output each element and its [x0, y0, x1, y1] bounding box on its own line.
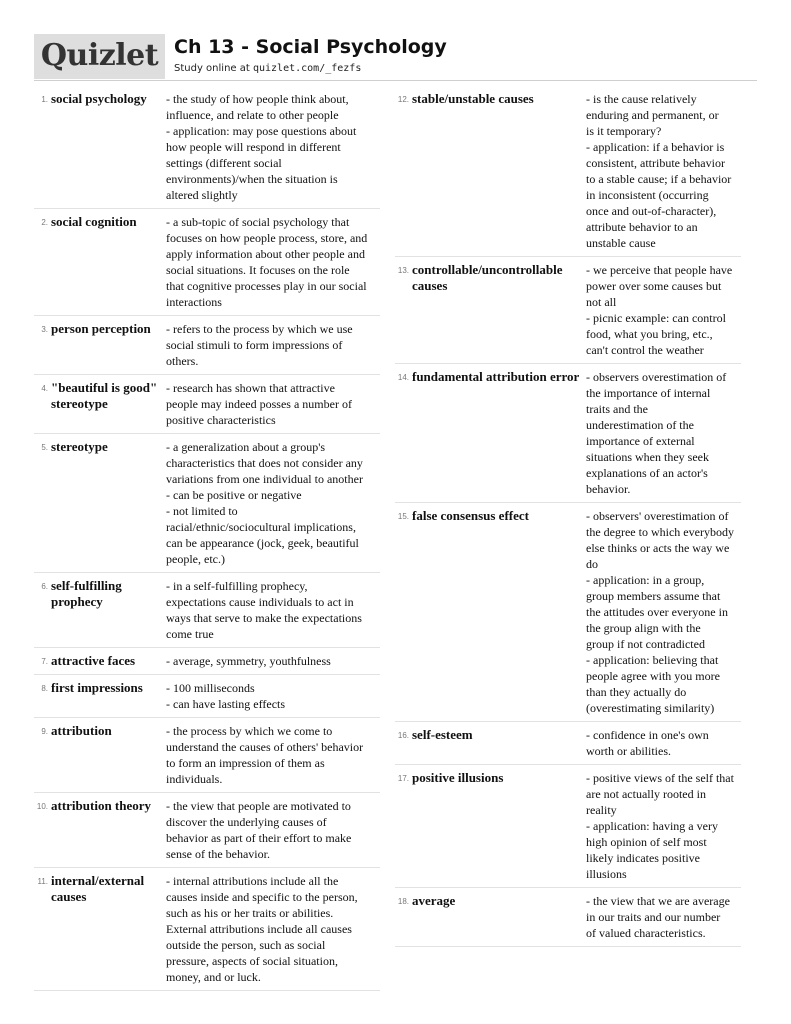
definition-line: behavior.	[586, 482, 631, 496]
definition-line: altered slightly	[166, 188, 238, 202]
definition-line: - observers' overestimation of	[586, 509, 729, 523]
card-definition	[166, 873, 380, 985]
definition-line: to form an impression of them as	[166, 756, 325, 770]
flashcard	[34, 680, 380, 718]
card-definition	[586, 91, 741, 251]
definition-line: - research has shown that attractive	[166, 381, 335, 395]
definition-line: the degree to which everybody	[586, 525, 734, 539]
flashcard	[34, 91, 380, 209]
card-term: attractive faces	[51, 653, 136, 668]
page-subtitle	[174, 63, 361, 74]
definition-line: behavior as part of their effort to make	[166, 831, 352, 845]
definition-line: - picnic example: can control	[586, 311, 726, 325]
definition-line: consistent, attribute behavior	[586, 156, 725, 170]
definition-line: enduring and permanent, or	[586, 108, 719, 122]
definition-line: is it temporary?	[586, 124, 662, 138]
flashcard	[395, 369, 741, 503]
definition-line: of valued characteristics.	[586, 926, 706, 940]
definition-line: people, etc.)	[166, 552, 225, 566]
definition-line: influence, and relate to other people	[166, 108, 339, 122]
flashcard	[395, 893, 741, 947]
definition-line: ways that serve to make the expectations	[166, 611, 362, 625]
card-number: 7.	[41, 657, 48, 666]
definition-line: in inconsistent (occurring	[586, 188, 709, 202]
card-term: social cognition	[51, 214, 137, 229]
definition-line: are not actually rooted in	[586, 787, 706, 801]
definition-line: come true	[166, 627, 214, 641]
definition-line: people agree with you more	[586, 669, 720, 683]
definition-line: - the study of how people think about,	[166, 92, 349, 106]
definition-line: the group align with the	[586, 621, 701, 635]
definition-line: underestimation of the	[586, 418, 694, 432]
card-definition	[586, 369, 741, 497]
flashcard	[34, 380, 380, 434]
definition-line: social stimuli to form impressions of	[166, 338, 343, 352]
definition-line: interactions	[166, 295, 222, 309]
flashcard	[395, 727, 741, 765]
definition-line: to a stable cause; if a behavior	[586, 172, 732, 186]
definition-line: variations from one individual to another	[166, 472, 363, 486]
header-divider	[34, 80, 757, 81]
definition-line: sense of the behavior.	[166, 847, 270, 861]
card-definition	[166, 578, 380, 642]
definition-line: - is the cause relatively	[586, 92, 697, 106]
card-number: 6.	[41, 582, 48, 591]
definition-line: pressure, aspects of social situation,	[166, 954, 338, 968]
card-number: 8.	[41, 684, 48, 693]
definition-line: (overestimating similarity)	[586, 701, 715, 715]
card-definition	[166, 680, 380, 712]
definition-line: expectations cause individuals to act in	[166, 595, 354, 609]
definition-line: - application: may pose questions about	[166, 124, 357, 138]
definition-line: - internal attributions include all the	[166, 874, 339, 888]
definition-line: focuses on how people process, store, and	[166, 231, 368, 245]
card-term: attribution theory	[51, 798, 152, 813]
logo-text: Quizlet	[40, 38, 159, 73]
card-definition	[586, 262, 741, 358]
definition-line: once and out-of-character),	[586, 204, 717, 218]
definition-line: - average, symmetry, youthfulness	[166, 654, 331, 668]
card-number: 18.	[397, 897, 409, 906]
subtitle-prefix: Study online at	[174, 63, 250, 74]
definition-line: apply information about other people and	[166, 247, 365, 261]
definition-line: - application: in a group,	[586, 573, 705, 587]
flashcard	[34, 723, 380, 793]
card-term: stereotype	[51, 439, 108, 454]
definition-line: high opinion of self most	[586, 835, 707, 849]
definition-line: causes inside and specific to the person,	[166, 890, 358, 904]
definition-line: not all	[586, 295, 617, 309]
card-number: 5.	[41, 443, 48, 452]
definition-line: in our traits and our number	[586, 910, 721, 924]
definition-line: situations when they seek	[586, 450, 709, 464]
definition-line: - 100 milliseconds	[166, 681, 255, 695]
definition-line: can be appearance (jock, geek, beautiful	[166, 536, 359, 550]
page-title: Ch 13 - Social Psychology	[174, 36, 447, 58]
right-column	[395, 91, 741, 952]
definition-line: - can be positive or negative	[166, 488, 302, 502]
definition-line: group members assume that	[586, 589, 721, 603]
definition-line: individuals.	[166, 772, 223, 786]
flashcard	[34, 873, 380, 991]
card-term: positive illusions	[412, 770, 504, 785]
card-term: social psychology	[51, 91, 147, 106]
card-definition	[166, 321, 380, 369]
definition-line: that cognitive processes play in our social	[166, 279, 367, 293]
definition-line: worth or abilities.	[586, 744, 671, 758]
definition-line: - application: believing that	[586, 653, 719, 667]
definition-line: power over some causes but	[586, 279, 722, 293]
flashcard	[395, 91, 741, 257]
definition-line: such as his or her traits or abilities.	[166, 906, 334, 920]
page-header	[34, 34, 757, 80]
definition-line: traits and the	[586, 402, 648, 416]
card-definition	[166, 439, 380, 567]
card-number: 12.	[397, 95, 409, 104]
card-number: 10.	[36, 802, 48, 811]
card-term: first impressions	[51, 680, 143, 695]
definition-line: discover the underlying causes of	[166, 815, 327, 829]
card-number: 16.	[397, 731, 409, 740]
study-link[interactable]: quizlet.com/_fezfs	[252, 63, 362, 74]
definition-line: food, what you bring, etc.,	[586, 327, 713, 341]
card-definition	[586, 727, 741, 759]
definition-line: money, and or luck.	[166, 970, 261, 984]
definition-line: else thinks or acts the way we	[586, 541, 730, 555]
definition-line: - a sub-topic of social psychology that	[166, 215, 350, 229]
flashcard	[34, 214, 380, 316]
definition-line: - the view that people are motivated to	[166, 799, 351, 813]
card-definition	[166, 798, 380, 862]
definition-line: settings (different social	[166, 156, 282, 170]
definition-line: - can have lasting effects	[166, 697, 286, 711]
definition-line: - application: having a very	[586, 819, 718, 833]
definition-line: how people will respond in different	[166, 140, 341, 154]
definition-line: the importance of internal	[586, 386, 711, 400]
card-term: self-fulfilling prophecy	[51, 578, 122, 609]
flashcard	[34, 321, 380, 375]
card-number: 14.	[397, 373, 409, 382]
flashcard	[395, 262, 741, 364]
definition-line: - application: if a behavior is	[586, 140, 725, 154]
definition-line: - the view that we are average	[586, 894, 730, 908]
definition-line: characteristics that does not consider any	[166, 456, 363, 470]
card-number: 2.	[41, 218, 48, 227]
card-term: person perception	[51, 321, 151, 336]
definition-line: - observers overestimation of	[586, 370, 727, 384]
card-term: stable/unstable causes	[412, 91, 534, 106]
card-number: 1.	[41, 95, 48, 104]
flashcard	[34, 439, 380, 573]
card-number: 3.	[41, 325, 48, 334]
card-number: 4.	[41, 384, 48, 393]
definition-line: positive characteristics	[166, 413, 276, 427]
definition-line: than they actually do	[586, 685, 687, 699]
definition-line: unstable cause	[586, 236, 656, 250]
card-definition	[166, 723, 380, 787]
card-number: 9.	[41, 727, 48, 736]
definition-line: understand the causes of others' behavior	[166, 740, 364, 754]
card-term: self-esteem	[412, 727, 473, 742]
card-number: 15.	[397, 512, 409, 521]
card-term: false consensus effect	[412, 508, 529, 523]
flashcard	[34, 578, 380, 648]
card-definition	[586, 893, 741, 941]
card-definition	[166, 380, 380, 428]
definition-line: do	[586, 557, 598, 571]
definition-line: - in a self-fulfilling prophecy,	[166, 579, 308, 593]
card-term: "beautiful is good" stereotype	[51, 380, 158, 411]
quizlet-logo	[34, 34, 165, 79]
definition-line: group if not contradicted	[586, 637, 705, 651]
card-term: attribution	[51, 723, 112, 738]
flashcard	[395, 770, 741, 888]
definition-line: - not limited to	[166, 504, 238, 518]
flashcard	[34, 798, 380, 868]
flashcard	[34, 653, 380, 675]
card-term: internal/external causes	[51, 873, 145, 904]
definition-line: outside the person, such as social	[166, 938, 326, 952]
definition-line: importance of external	[586, 434, 695, 448]
definition-line: people may indeed posses a number of	[166, 397, 352, 411]
definition-line: - the process by which we come to	[166, 724, 333, 738]
definition-line: - confidence in one's own	[586, 728, 709, 742]
card-definition	[586, 770, 741, 882]
card-number: 13.	[397, 266, 409, 275]
card-term: controllable/uncontrollable causes	[412, 262, 563, 293]
definition-line: social situations. It focuses on the role	[166, 263, 350, 277]
definition-line: - positive views of the self that	[586, 771, 734, 785]
definition-line: environments)/when the situation is	[166, 172, 338, 186]
definition-line: racial/ethnic/sociocultural implications,	[166, 520, 356, 534]
card-number: 17.	[397, 774, 409, 783]
card-number: 11.	[37, 877, 48, 886]
definition-line: - we perceive that people have	[586, 263, 733, 277]
card-definition	[166, 214, 380, 310]
card-definition	[166, 91, 380, 203]
definition-line: External attributions include all causes	[166, 922, 352, 936]
definition-line: reality	[586, 803, 617, 817]
definition-line: likely indicates positive	[586, 851, 700, 865]
definition-line: the attitudes over everyone in	[586, 605, 728, 619]
card-definition	[586, 508, 741, 716]
definition-line: attribute behavior to an	[586, 220, 698, 234]
flashcard	[395, 508, 741, 722]
definition-line: - a generalization about a group's	[166, 440, 326, 454]
card-term: average	[412, 893, 456, 908]
definition-line: illusions	[586, 867, 627, 881]
left-column	[34, 91, 380, 996]
definition-line: others.	[166, 354, 199, 368]
definition-line: - refers to the process by which we use	[166, 322, 353, 336]
definition-line: explanations of an actor's	[586, 466, 708, 480]
card-term: fundamental attribution error	[412, 369, 580, 384]
card-definition	[166, 653, 380, 669]
definition-line: can't control the weather	[586, 343, 704, 357]
